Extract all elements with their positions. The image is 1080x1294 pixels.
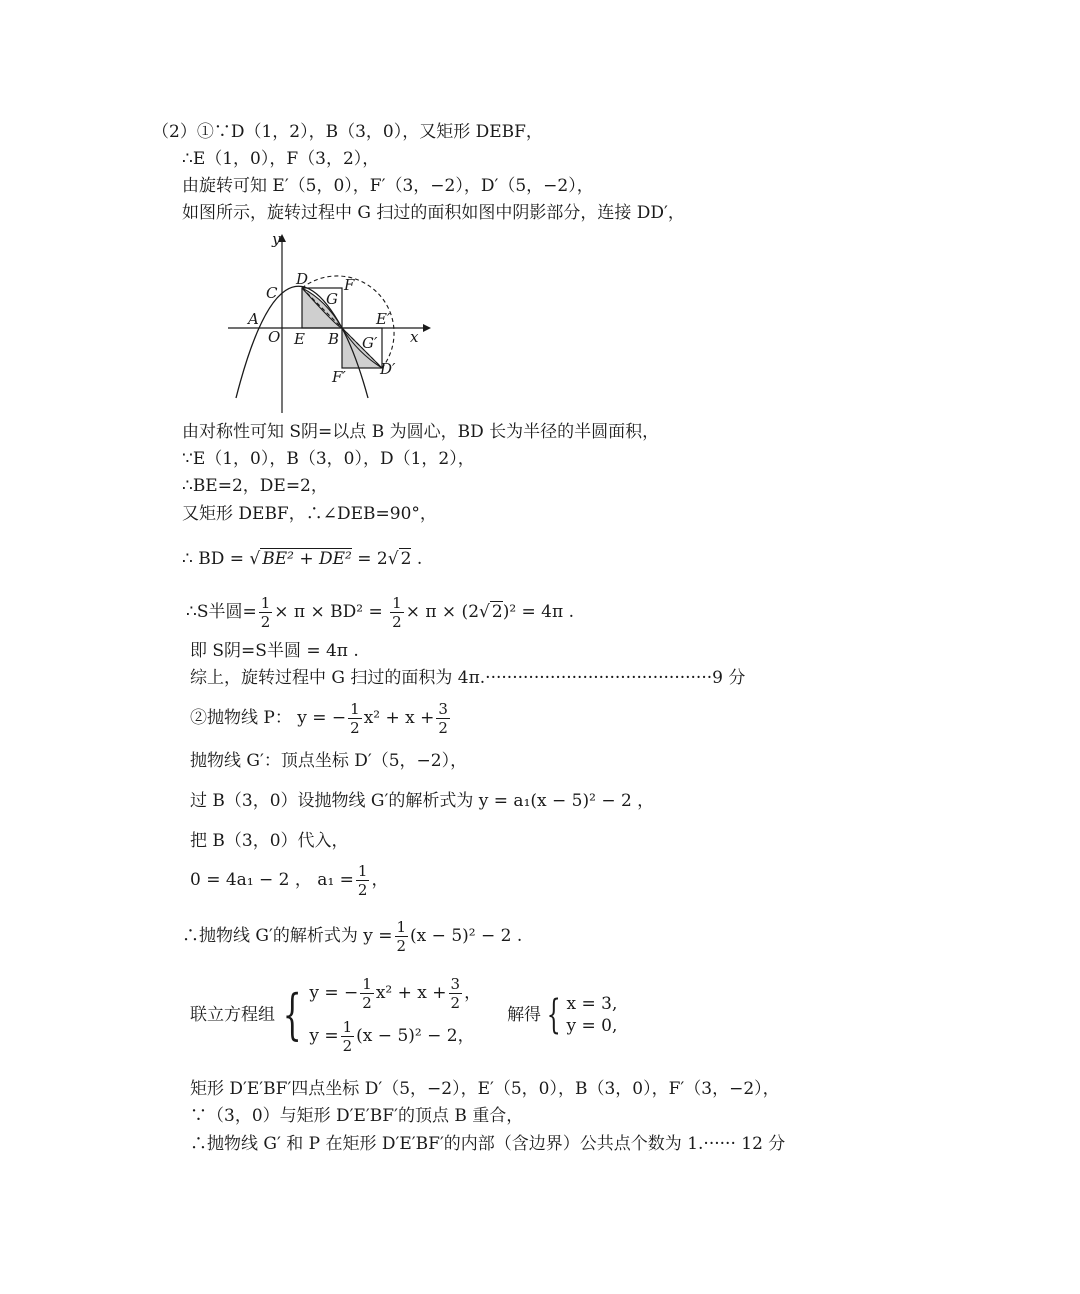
bd-mid: = 2 bbox=[351, 549, 388, 569]
system-label: 联立方程组 bbox=[190, 1005, 275, 1025]
sqrt-sign-icon: √ bbox=[387, 549, 399, 569]
label-d: D bbox=[296, 270, 309, 288]
label-g-prime: G′ bbox=[362, 334, 378, 352]
solution-line-1: （2）①∵D（1，2），B（3，0），又矩形 DEBF， bbox=[152, 122, 543, 142]
solution-line-5: 由对称性可知 S阴=以点 B 为圆心，BD 长为半径的半圆面积， bbox=[182, 422, 660, 442]
system-eq-1: y = − $\frac{1}{2}$ x² + x + $\frac{3}{2}$ ， bbox=[309, 975, 482, 1012]
solution-line-4: 如图所示，旋转过程中 G 扫过的面积如图中阴影部分，连接 DD′， bbox=[182, 203, 685, 223]
semicircle-prefix: ∴S半圆= bbox=[186, 602, 257, 622]
label-y: y bbox=[272, 230, 281, 248]
label-o: O bbox=[268, 328, 281, 346]
bd-root2: 2 bbox=[400, 549, 412, 569]
semicircle-mid1: × π × BD² = bbox=[274, 602, 389, 622]
fraction-half: $\frac{1}{2}$ bbox=[342, 1018, 353, 1055]
label-e-prime: E′ bbox=[376, 310, 391, 328]
semicircle-end: )² = 4π . bbox=[502, 602, 574, 622]
solution-line-19 bbox=[190, 975, 617, 1055]
fraction-half: $\frac{1}{2}$ bbox=[396, 918, 407, 955]
solution-line-22: ∴抛物线 G′ 和 P 在矩形 D′E′BF′的内部（含边界）公共点个数为 1.······ 12 分 bbox=[190, 1134, 786, 1154]
semicircle-root: 2 bbox=[491, 602, 503, 622]
sqrt-sign-icon: √ bbox=[479, 602, 490, 622]
fraction-three-halves: $\frac{3}{2}$ bbox=[438, 700, 448, 737]
label-f: F bbox=[344, 276, 355, 294]
solution-line-9 bbox=[182, 548, 422, 570]
x-axis-arrow-icon bbox=[423, 324, 431, 332]
solution-line-15: 过 B（3，0）设抛物线 G′的解析式为 y = a₁(x − 5)² − 2 ， bbox=[190, 791, 655, 811]
fraction-half: $\frac{1}{2}$ bbox=[362, 975, 372, 1012]
solution-line-13 bbox=[190, 700, 452, 737]
sqrt-sign-icon: √ bbox=[249, 549, 261, 569]
solution-y: y = 0, bbox=[566, 1016, 618, 1036]
solution-line-2: ∴E（1，0），F（3，2）， bbox=[182, 149, 380, 169]
equation-system bbox=[309, 975, 481, 1055]
solution-line-6: ∵E（1，0），B（3，0），D（1，2）， bbox=[182, 449, 475, 469]
fraction-half: $\frac{1}{2}$ bbox=[350, 700, 360, 737]
solution-line-11: 即 S阴=S半圆 = 4π . bbox=[190, 641, 359, 661]
solution-line-21: ∵（3，0）与矩形 D′E′BF′的顶点 B 重合， bbox=[190, 1106, 524, 1126]
label-d-prime: D′ bbox=[380, 360, 396, 378]
left-brace-icon: { bbox=[282, 983, 302, 1046]
solution-line-3: 由旋转可知 E′（5，0），F′（3，−2），D′（5，−2）， bbox=[182, 176, 594, 196]
left-brace-icon: { bbox=[546, 992, 561, 1038]
parabola-p-mid: x² + x + bbox=[363, 708, 435, 728]
bd-formula-prefix: ∴ BD = bbox=[182, 549, 250, 569]
solution-line-16: 把 B（3，0）代入， bbox=[190, 831, 349, 851]
parabola-p-prefix: ②抛物线 P： y = − bbox=[190, 708, 347, 728]
solution-line-20: 矩形 D′E′BF′四点坐标 D′（5，−2），E′（5，0），B（3，0），F′（3，−2）， bbox=[190, 1079, 780, 1099]
solution-line-10 bbox=[186, 594, 574, 631]
fraction-half: $\frac{1}{2}$ bbox=[392, 594, 402, 631]
g-prime-prefix: ∴抛物线 G′的解析式为 y = bbox=[182, 926, 393, 946]
solution-line-7: ∴BE=2，DE=2， bbox=[182, 476, 328, 496]
label-f-prime: F′ bbox=[332, 368, 346, 386]
label-g: G bbox=[326, 290, 338, 308]
solution-line-12: 综上，旋转过程中 G 扫过的面积为 4π.··········································9 分 bbox=[190, 668, 746, 688]
label-b: B bbox=[328, 330, 340, 348]
label-x: x bbox=[410, 328, 419, 346]
system-eq-2: y = $\frac{1}{2}$ (x − 5)² − 2， bbox=[309, 1018, 475, 1055]
label-e: E bbox=[294, 330, 305, 348]
rotation-figure bbox=[218, 228, 438, 418]
semicircle-mid2: × π × (2 bbox=[405, 602, 480, 622]
solution-system bbox=[567, 993, 618, 1037]
a1-end: ， bbox=[371, 870, 389, 890]
fraction-half: $\frac{1}{2}$ bbox=[260, 594, 271, 631]
label-a: A bbox=[248, 310, 259, 328]
a1-prefix: 0 = 4a₁ − 2 ， a₁ = bbox=[190, 870, 354, 890]
fraction-half: $\frac{1}{2}$ bbox=[357, 862, 368, 899]
solution-line-17 bbox=[190, 862, 388, 899]
fraction-three-halves: $\frac{3}{2}$ bbox=[450, 975, 461, 1012]
bd-root: BE² + DE² bbox=[262, 549, 352, 569]
bd-end: . bbox=[411, 549, 423, 569]
solution-line-8: 又矩形 DEBF，∴∠DEB=90°， bbox=[182, 504, 437, 524]
solution-line-18 bbox=[182, 918, 522, 955]
label-c: C bbox=[266, 284, 278, 302]
g-prime-end: (x − 5)² − 2 . bbox=[410, 926, 523, 946]
solution-line-14: 抛物线 G′：顶点坐标 D′（5，−2）， bbox=[190, 751, 468, 771]
solve-label: 解得 bbox=[507, 1005, 542, 1025]
solution-x: x = 3, bbox=[566, 994, 618, 1014]
